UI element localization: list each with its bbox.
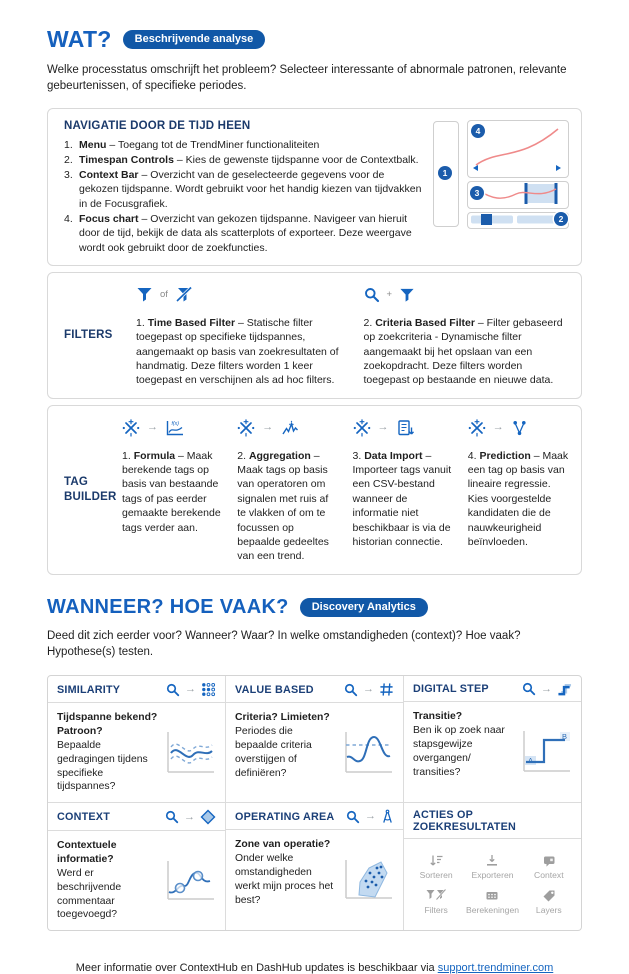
step-label-b: B <box>562 732 568 742</box>
item-desc: – Overzicht van de geselecteerde gegevens voor de gekozen tijdspanne. Wordt gebruikt voor het handig kiezen van tijdvakken in de Focusgrafiek. <box>79 169 422 210</box>
or-separator: of <box>160 289 168 301</box>
criteria-filter-icons <box>364 283 570 307</box>
cell-title: OPERATING AREA <box>235 810 335 823</box>
criteria-based-filter-column <box>364 283 570 388</box>
digital-step-header <box>404 676 581 702</box>
item-desc: – Statische filter toegepast op specifieke tijdspannes, aangemaakt op basis van zoekresultaten of handmatig. Deze filters worden 1 keer toegepast en verschijnen als ad hoc filters. <box>136 316 339 387</box>
tag-builder-box <box>47 405 582 575</box>
data-import-text <box>353 449 454 550</box>
fx-label: f(x) <box>171 420 179 427</box>
cell-question: Tijdspanne bekend? Patroon? <box>57 712 158 738</box>
search-icon <box>522 682 536 696</box>
digital-step-cell <box>404 676 581 802</box>
search-icon <box>165 810 179 824</box>
data-import-icons <box>353 416 454 440</box>
item-number: 1. <box>136 316 145 329</box>
action-sort <box>408 854 464 880</box>
navigation-heading: NAVIGATIE DOOR DE TIJD HEEN <box>64 119 251 132</box>
search-types-grid <box>47 675 582 931</box>
operating-area-compass-icon <box>381 809 394 824</box>
prediction-icon <box>511 419 528 436</box>
item-term: Aggregation <box>248 449 311 462</box>
list-item <box>64 168 425 211</box>
export-icon <box>485 854 499 867</box>
cell-question: Transitie? <box>413 711 463 723</box>
cell-text: Bepaalde gedragingen tijdens specifieke tijdspannes? <box>57 739 148 793</box>
item-desc: – Importeer tags vanuit een CSV-bestand wanneer de informatie niet beschikbaar is via de historian connectie. <box>352 449 452 548</box>
item-number: 2. <box>237 449 247 462</box>
item-number: 1. <box>64 138 73 151</box>
formula-text <box>122 449 223 535</box>
section-when-title: WANNEER? HOE VAAK? <box>47 595 289 618</box>
time-filter-text <box>136 316 342 388</box>
funnel-icon <box>399 287 415 303</box>
item-term: Timespan Controls <box>79 153 174 166</box>
action-label: Filters <box>424 905 448 916</box>
search-icon <box>166 683 180 697</box>
item-desc: – Filter gebaseerd op zoekcriteria - Dynamische filter aangemaakt bij het opslaan van een zoekopdracht. Deze filters worden toegepast op bestaande en nieuwe data. <box>363 316 563 387</box>
tag-builder-wand-icon <box>468 419 486 437</box>
list-item <box>64 138 425 152</box>
trendminer-ui-mockup <box>431 118 571 230</box>
item-desc: – Overzicht van gekozen tijdspanne. Navigeer van hieruit door de tijd, bekijk de data als scatterplots of exporteer. Deze weergave wordt ook gebruikt door de zoekfuncties. <box>79 212 412 254</box>
context-text <box>57 839 158 922</box>
context-header <box>48 803 225 831</box>
step-label-a: A <box>528 756 534 766</box>
value-based-cell <box>226 676 403 802</box>
plus-separator: + <box>386 289 393 301</box>
list-item <box>64 212 425 255</box>
prediction-column <box>468 416 569 564</box>
layers-icon <box>542 889 556 902</box>
cell-title: SIMILARITY <box>57 683 121 696</box>
item-desc: – Maak berekende tags op basis van bestaande tags of pas eerder gemaakte berekende tags verder aan. <box>122 449 221 534</box>
cell-question: Criteria? Limieten? <box>235 712 330 724</box>
prediction-icons <box>468 416 569 440</box>
support-link[interactable]: support.trendminer.com <box>437 962 554 974</box>
footer-text: Meer informatie over ContextHub en DashHub updates is beschikbaar via <box>75 962 435 974</box>
operating-area-thumbnail <box>341 857 395 903</box>
item-term: Focus chart <box>79 212 139 225</box>
section-what-header <box>47 26 582 53</box>
item-number: 3. <box>352 449 362 462</box>
formula-icons <box>122 416 223 440</box>
operating-area-cell <box>226 803 403 930</box>
cell-text: Periodes die bepaalde criteria overstijgen of definiëren? <box>235 726 312 779</box>
digital-step-thumbnail <box>519 728 573 776</box>
page <box>47 26 582 974</box>
item-number: 2. <box>64 153 73 166</box>
section-what-title: WAT? <box>47 26 112 52</box>
cell-title: ACTIES OP ZOEKRESULTATEN <box>413 809 516 834</box>
tag-builder-wand-icon <box>237 419 255 437</box>
filters-icon <box>426 889 446 902</box>
action-label: Layers <box>535 905 562 916</box>
search-icon <box>346 810 360 824</box>
item-desc: – Maak een tag op basis van lineaire regressie. Kies voorgestelde kandidaten die de nauwkeurigheid beïnvloeden. <box>467 449 569 548</box>
item-term: Menu <box>79 138 107 151</box>
filters-box <box>47 272 582 399</box>
context-thumbnail <box>163 858 217 904</box>
cell-title: VALUE BASED <box>235 683 314 696</box>
cell-text: Onder welke omstandigheden werkt mijn proces het best? <box>235 853 334 906</box>
filters-label: FILTERS <box>64 328 113 341</box>
actions-cell <box>404 803 581 930</box>
action-label: Berekeningen <box>465 905 520 916</box>
aggregation-curve-icon <box>280 419 300 437</box>
actions-header <box>404 803 581 839</box>
data-import-icon <box>396 419 414 437</box>
arrow-icon: → <box>185 683 196 696</box>
navigation-text <box>64 118 431 256</box>
search-icon <box>364 287 380 303</box>
prediction-text <box>468 449 569 550</box>
item-term: Formula <box>133 449 176 462</box>
item-term: Criteria Based Filter <box>375 316 475 329</box>
cell-question: Contextuele informatie? <box>57 840 117 866</box>
item-desc: – Kies de gewenste tijdspanne voor de Contextbalk. <box>176 153 419 166</box>
cell-question: Zone van operatie? <box>235 839 331 851</box>
similarity-dots-icon <box>201 682 216 697</box>
aggregation-text <box>237 449 338 564</box>
item-desc: – Toegang tot de TrendMiner functionaliteiten <box>109 138 320 151</box>
funnel-icon <box>136 286 153 303</box>
descriptive-analytics-badge: Beschrijvende analyse <box>123 30 266 49</box>
menu-number-badge: 1 <box>438 166 452 180</box>
funnel-off-icon <box>175 286 194 303</box>
value-based-header <box>226 676 403 703</box>
formula-column <box>122 416 223 564</box>
sort-icon <box>429 854 443 867</box>
section-when-intro: Deed dit zich eerder voor? Wanneer? Waar? In welke omstandigheden (context)? Hoe vaak? Hypothese(s) testen. <box>47 629 521 658</box>
action-export <box>464 854 520 880</box>
aggregation-icons <box>237 416 338 440</box>
focus-chart-number-badge: 4 <box>471 124 485 138</box>
tag-builder-label: TAG BUILDER <box>64 475 117 503</box>
time-filter-icons <box>136 283 342 307</box>
navigation-box <box>47 108 582 266</box>
similarity-thumbnail <box>163 729 217 777</box>
formula-chart-icon <box>165 419 185 437</box>
operating-area-text <box>235 838 336 922</box>
value-based-hash-icon <box>379 682 394 697</box>
context-bubble-icon <box>542 854 556 867</box>
action-calculations <box>464 889 520 915</box>
context-bar-number-badge: 3 <box>470 186 484 200</box>
cell-text: Ben ik op zoek naar stapsgewijze overgangen/ transities? <box>413 725 505 778</box>
similarity-text <box>57 711 158 794</box>
arrow-icon: → <box>377 421 389 434</box>
action-filters <box>408 889 464 915</box>
item-number: 3. <box>64 169 73 182</box>
time-based-filter-column <box>136 283 342 388</box>
item-desc: – Maak tags op basis van operatoren om signalen met ruis af te vlakken of om te focussen op bepaalde gedeeltes van een trend. <box>237 449 329 563</box>
criteria-filter-text <box>364 316 570 388</box>
list-item <box>64 153 425 167</box>
arrow-icon: → <box>184 810 195 823</box>
digital-step-icon <box>557 682 572 696</box>
item-number: 1. <box>122 449 131 462</box>
digital-step-text <box>413 710 514 794</box>
item-term: Time Based Filter <box>147 316 236 329</box>
arrow-icon: → <box>262 421 274 434</box>
timespan-bar <box>468 213 566 226</box>
similarity-cell <box>48 676 225 802</box>
cell-title: CONTEXT <box>57 811 110 824</box>
item-term: Data Import <box>364 449 423 462</box>
action-context <box>521 854 577 880</box>
action-label: Sorteren <box>419 870 453 881</box>
calculations-icon <box>485 889 499 902</box>
section-when-header <box>47 596 582 619</box>
cell-title: DIGITAL STEP <box>413 683 489 696</box>
data-import-column <box>353 416 454 564</box>
item-number: 4. <box>467 449 477 462</box>
tag-builder-wand-icon <box>353 419 371 437</box>
tag-builder-wand-icon <box>122 419 140 437</box>
context-cell <box>48 803 225 930</box>
arrow-icon: → <box>541 682 552 695</box>
similarity-header <box>48 676 225 703</box>
timespan-number-badge: 2 <box>554 212 568 226</box>
section-what-intro: Welke processtatus omschrijft het probleem? Selecteer interessante of abnormale patronen, relevante gebeurtenissen, of specifieke periodes. <box>47 64 567 93</box>
search-icon <box>344 683 358 697</box>
action-label: Exporteren <box>471 870 514 881</box>
discovery-analytics-badge: Discovery Analytics <box>300 598 428 617</box>
navigation-list <box>64 138 425 255</box>
item-number: 2. <box>363 316 373 329</box>
arrow-icon: → <box>147 421 158 434</box>
operating-area-header <box>226 803 403 830</box>
action-layers <box>521 889 577 915</box>
arrow-icon: → <box>363 683 374 696</box>
actions-grid <box>404 839 581 930</box>
arrow-icon: → <box>365 810 376 823</box>
value-based-text <box>235 711 336 794</box>
context-diamond-icon <box>200 809 216 825</box>
value-based-thumbnail <box>341 729 395 777</box>
arrow-icon: → <box>492 421 504 434</box>
item-term: Prediction <box>479 449 531 462</box>
aggregation-column <box>237 416 338 564</box>
item-term: Context Bar <box>79 169 139 182</box>
item-number: 4. <box>64 212 73 225</box>
action-label: Context <box>534 870 564 881</box>
cell-text: Werd er beschrijvende commentaar toegevoegd? <box>57 867 122 921</box>
footer <box>47 962 582 974</box>
